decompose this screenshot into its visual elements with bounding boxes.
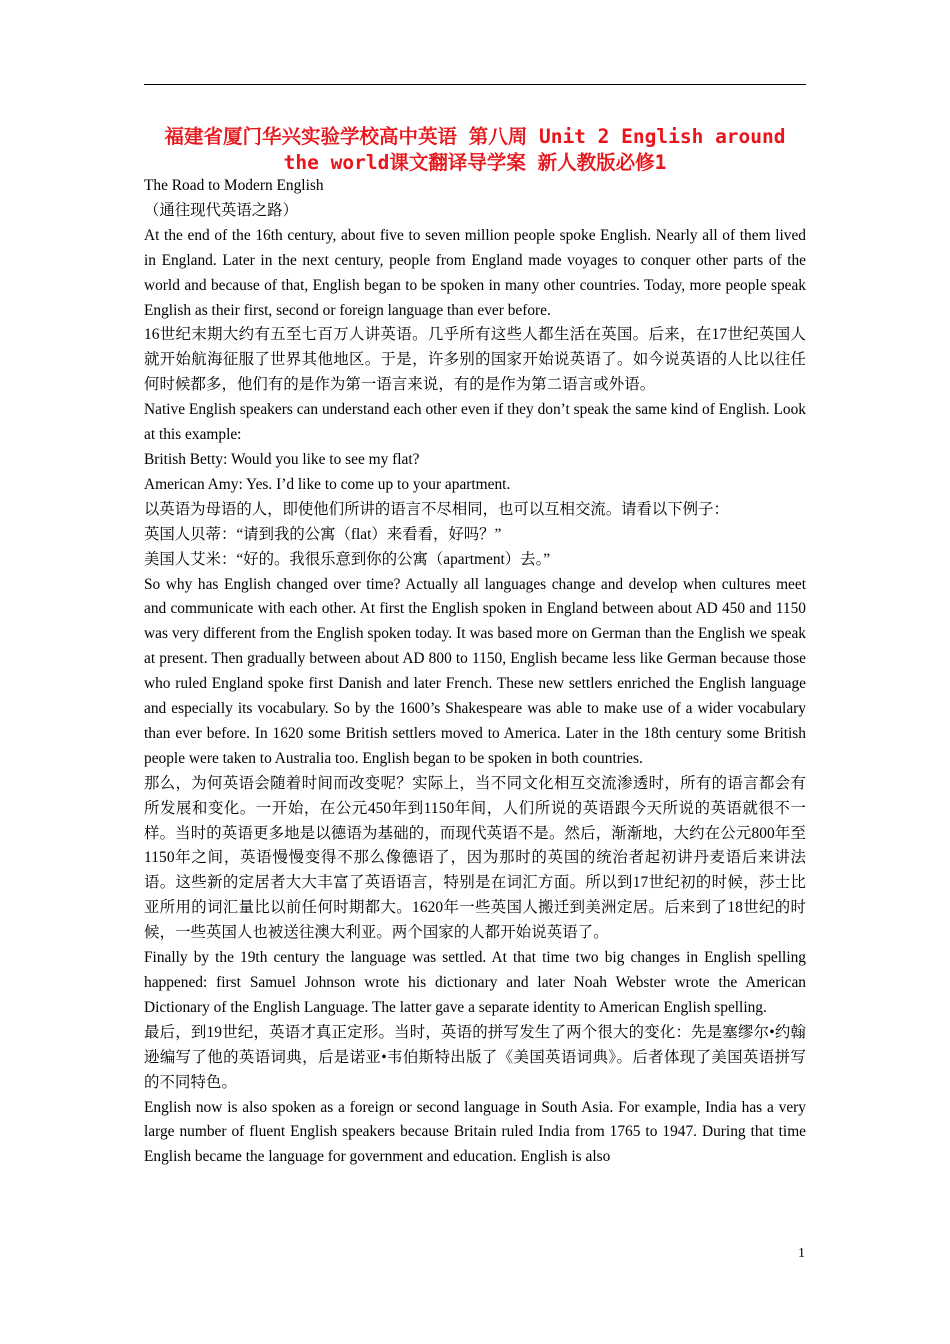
paragraph-1-zh: 16世纪末期大约有五至七百万人讲英语。几乎所有这些人都生活在英国。后来，在17世纪英国人就开始航海征服了世界其他地区。于是，许多别的国家开始说英语了。如今说英语的人比以往任何时候都多，他们有的是作为第一语言来说，有的是作为第二语言或外语。 <box>144 326 806 394</box>
page-number: 1 <box>798 1246 805 1261</box>
paragraph-3-zh: 那么，为何英语会随着时间而改变呢？实际上，当不同文化相互交流渗透时，所有的语言都会有所发展和变化。一开始，在公元450年到1150年间，人们所说的英语跟今天所说的英语就很不一样。当时的英语更多地是以德语为基础的，而现代英语不是。然后，渐渐地，大约在公元800年至1150年之间，英语慢慢变得不那么像德语了，因为那时的英国的统治者起初讲丹麦语后来讲法语。这些新的定居者大大丰富了英语语言，特别是在词汇方面。所以到17世纪初的时候，莎士比亚所用的词汇量比以前任何时期都大。1620年一些英国人搬迁到美洲定居。后来到了18世纪的时候，一些英国人也被送往澳大利亚。两个国家的人都开始说英语了。 <box>144 774 806 942</box>
document-body <box>144 174 806 1170</box>
paragraph-1-en: At the end of the 16th century, about five to seven million people spoke English. Nearly all of them lived in England. Later in the next century, people from England made voyages to conquer other parts of the world and because of that, English began to be spoken in many other countries. Today, more people speak English as their first, second or foreign language than ever before. <box>144 226 806 319</box>
header-rule <box>144 84 806 85</box>
dialog-line-zh-1: 英国人贝蒂：“请到我的公寓（flat）来看看，好吗？” <box>144 525 502 543</box>
section-heading-zh: （通往现代英语之路） <box>144 201 298 219</box>
dialog-line-en-1: British Betty: Would you like to see my flat? <box>144 450 420 468</box>
paragraph-4-zh: 最后，到19世纪，英语才真正定形。当时，英语的拼写发生了两个很大的变化：先是塞缪尔•约翰逊编写了他的英语词典，后是诺亚•韦伯斯特出版了《美国英语词典》。后者体现了美国英语拼写的不同特色。 <box>144 1023 806 1091</box>
paragraph-2-en: Native English speakers can understand each other even if they don’t speak the same kind of English. Look at this example: <box>144 401 806 444</box>
dialog-line-en-2: American Amy: Yes. I’d like to come up to your apartment. <box>144 475 511 493</box>
dialog-line-zh-2: 美国人艾米：“好的。我很乐意到你的公寓（apartment）去。” <box>144 550 551 568</box>
paragraph-4-en: Finally by the 19th century the language was settled. At that time two big changes in English spelling happened: first Samuel Johnson wrote his dictionary and later Noah Webster wrote the American Dictionary of the English Language. The latter gave a separate identity to American English spelling. <box>144 949 806 1016</box>
section-heading-en: The Road to Modern English <box>144 177 324 194</box>
paragraph-5-en: English now is also spoken as a foreign or second language in South Asia. For example, India has a very large number of fluent English speakers because Britain ruled India from 1765 to 1947. During that time English became the language for government and education. English is also <box>144 1098 806 1166</box>
document-title: 福建省厦门华兴实验学校高中英语 第八周 Unit 2 English around the world课文翻译导学案 新人教版必修1 <box>164 125 786 174</box>
paragraph-2-zh: 以英语为母语的人，即使他们所讲的语言不尽相同，也可以互相交流。请看以下例子： <box>144 500 729 518</box>
paragraph-3-en: So why has English changed over time? Actually all languages change and develop when cultures meet and communicate with each other. At first the English spoken in England between about AD 450 and 1150 was very different from the English spoken today. It was based more on German than the English we speak at present. Then gradually between about AD 800 to 1150, English became less like German because those who ruled England spoke first Danish and later French. These new settlers enriched the English language and especially its vocabulary. So by the 1600’s Shakespeare was able to make use of a wider vocabulary than ever before. In 1620 some British settlers moved to America. Later in the 18th century some British people were taken to Australia too. English began to be spoken in both countries. <box>144 575 806 767</box>
